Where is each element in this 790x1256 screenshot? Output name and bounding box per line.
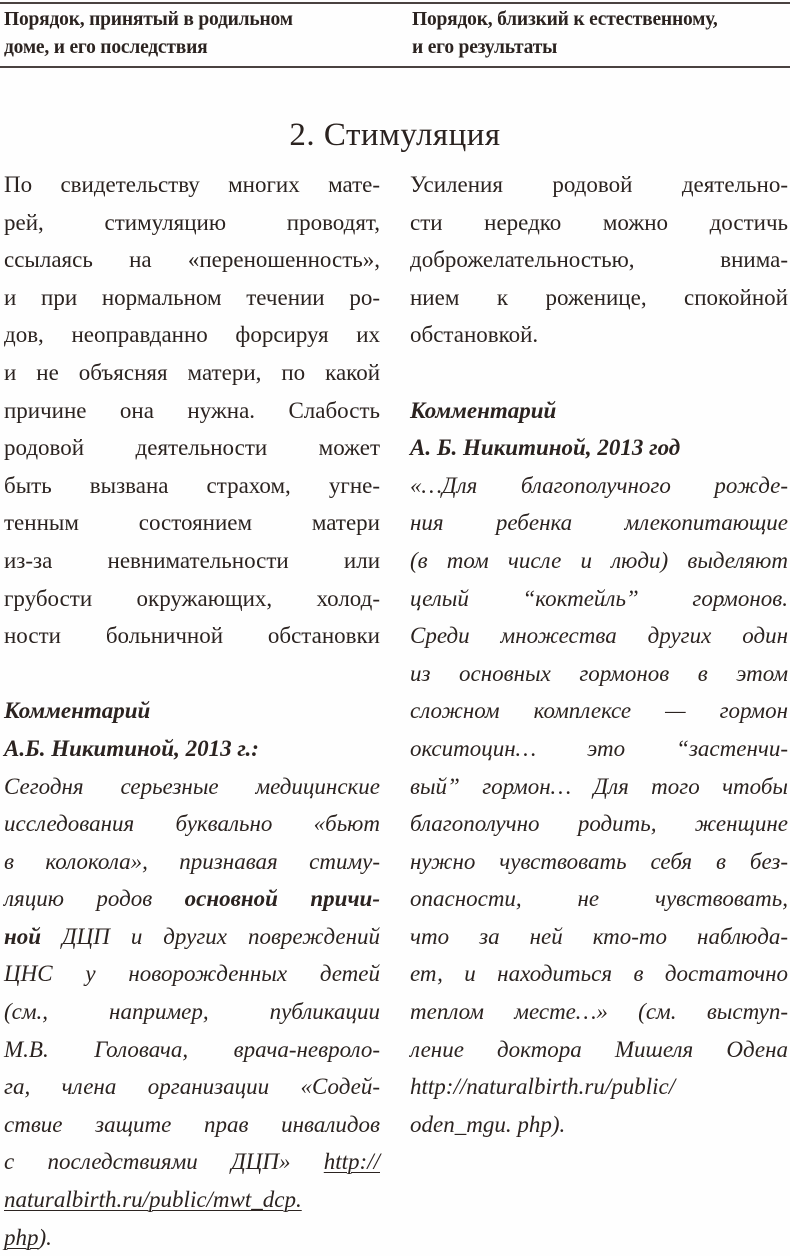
- text-line: из основных гормонов в этом: [410, 655, 788, 693]
- text-line: целый “коктейль” гормонов.: [410, 580, 788, 618]
- text-line: дов, неоправданно форсируя их: [4, 316, 380, 354]
- paragraph-gap: [410, 354, 788, 392]
- text-line: нием к роженице, спокойной: [410, 279, 788, 317]
- header-right-line: Порядок, близкий к естественному,: [412, 6, 790, 34]
- text-line: ление доктора Мишеля Одена: [410, 1031, 788, 1069]
- text-line: ности больничной обстановки: [4, 617, 380, 655]
- text-fragment: с последствиями ДЦП»: [4, 1149, 324, 1174]
- text-line: ссылаясь на «переношенность»,: [4, 241, 380, 279]
- text-line: «…Для благополучного рожде-: [410, 467, 788, 505]
- text-line: и при нормальном течении ро-: [4, 279, 380, 317]
- header-left-line: доме, и его последствия: [4, 34, 389, 62]
- comment-heading-line: А. Б. Никитиной, 2013 год: [410, 429, 788, 467]
- header-left-line: Порядок, принятый в родильном: [4, 6, 389, 34]
- text-line: [4, 880, 380, 918]
- text-line: ния ребенка млекопитающие: [410, 504, 788, 542]
- text-line: га, члена организации «Содей-: [4, 1068, 380, 1106]
- header-right-column: [412, 6, 790, 62]
- text-line: (см., например, публикации: [4, 993, 380, 1031]
- text-line: доброжелательностью, внима-: [410, 241, 788, 279]
- text-fragment: ДЦП и других повреждений: [41, 924, 380, 949]
- text-line: благополучно родить, женщине: [410, 805, 788, 843]
- text-line: родовой деятельности может: [4, 429, 380, 467]
- text-line: Среди множества других один: [410, 617, 788, 655]
- text-line: [4, 1219, 380, 1256]
- text-line: ЦНС у новорожденных детей: [4, 955, 380, 993]
- text-line: нужно чувствовать себя в без-: [410, 843, 788, 881]
- text-line: из-за невнимательности или: [4, 542, 380, 580]
- header-left-column: [4, 6, 389, 62]
- left-comment-body: [4, 768, 380, 1256]
- source-link[interactable]: naturalbirth.ru/public/mwt_dcp.: [4, 1187, 302, 1212]
- left-paragraph: [4, 166, 380, 655]
- text-line: грубости окружающих, холод-: [4, 580, 380, 618]
- text-line: окситоцин… это “застенчи-: [410, 730, 788, 768]
- header-right-line: и его результаты: [412, 34, 790, 62]
- text-line: теплом месте…» (см. выступ-: [410, 993, 788, 1031]
- text-line: ствие защите прав инвалидов: [4, 1106, 380, 1144]
- text-line: По свидетельству многих мате-: [4, 166, 380, 204]
- text-line: ет, и находиться в достаточно: [410, 955, 788, 993]
- table-header: [0, 4, 790, 66]
- comment-heading-line: Комментарий: [410, 392, 788, 430]
- comment-heading-line: Комментарий: [4, 692, 380, 730]
- source-link[interactable]: oden_mgu. php).: [410, 1106, 788, 1144]
- text-line: М.В. Головача, врача-невроло-: [4, 1031, 380, 1069]
- header-bottom-rule: [0, 66, 790, 68]
- text-line: причине она нужна. Слабость: [4, 392, 380, 430]
- paragraph-gap: [4, 655, 380, 693]
- right-comment-heading: [410, 392, 788, 467]
- text-line: Сегодня серьезные медицинские: [4, 768, 380, 806]
- text-fragment: ).: [39, 1225, 52, 1250]
- text-fragment: ляцию родов: [4, 886, 185, 911]
- text-line: опасности, не чувствовать,: [410, 880, 788, 918]
- text-line: и не объясняя матери, по какой: [4, 354, 380, 392]
- source-link[interactable]: http://: [324, 1149, 380, 1174]
- text-line: тенным состоянием матери: [4, 504, 380, 542]
- text-line: Усиления родовой деятельно-: [410, 166, 788, 204]
- text-line: сложном комплексе — гормон: [410, 692, 788, 730]
- right-column: [410, 166, 788, 1143]
- bold-emphasis: ной: [4, 924, 41, 949]
- bold-emphasis: основной причи-: [185, 886, 380, 911]
- text-line: [4, 1181, 380, 1219]
- text-line: что за ней кто-то наблюда-: [410, 918, 788, 956]
- left-comment-heading: [4, 692, 380, 767]
- right-comment-body: [410, 467, 788, 1144]
- text-line: исследования буквально «бьют: [4, 805, 380, 843]
- source-link[interactable]: php: [4, 1225, 39, 1250]
- comment-heading-line: А.Б. Никитиной, 2013 г.:: [4, 730, 380, 768]
- right-paragraph: [410, 166, 788, 354]
- text-line: [4, 1143, 380, 1181]
- text-line: обстановкой.: [410, 316, 788, 354]
- section-title: 2. Стимуляция: [0, 113, 790, 157]
- text-line: в колокола», признавая стиму-: [4, 843, 380, 881]
- text-line: [4, 918, 380, 956]
- text-line: вый” гормон… Для того чтобы: [410, 768, 788, 806]
- text-line: сти нередко можно достичь: [410, 204, 788, 242]
- text-line: (в том числе и люди) выделяют: [410, 542, 788, 580]
- text-line: быть вызвана страхом, угне-: [4, 467, 380, 505]
- source-link[interactable]: http://naturalbirth.ru/public/: [410, 1068, 788, 1106]
- text-line: рей, стимуляцию проводят,: [4, 204, 380, 242]
- left-column: [4, 166, 380, 1256]
